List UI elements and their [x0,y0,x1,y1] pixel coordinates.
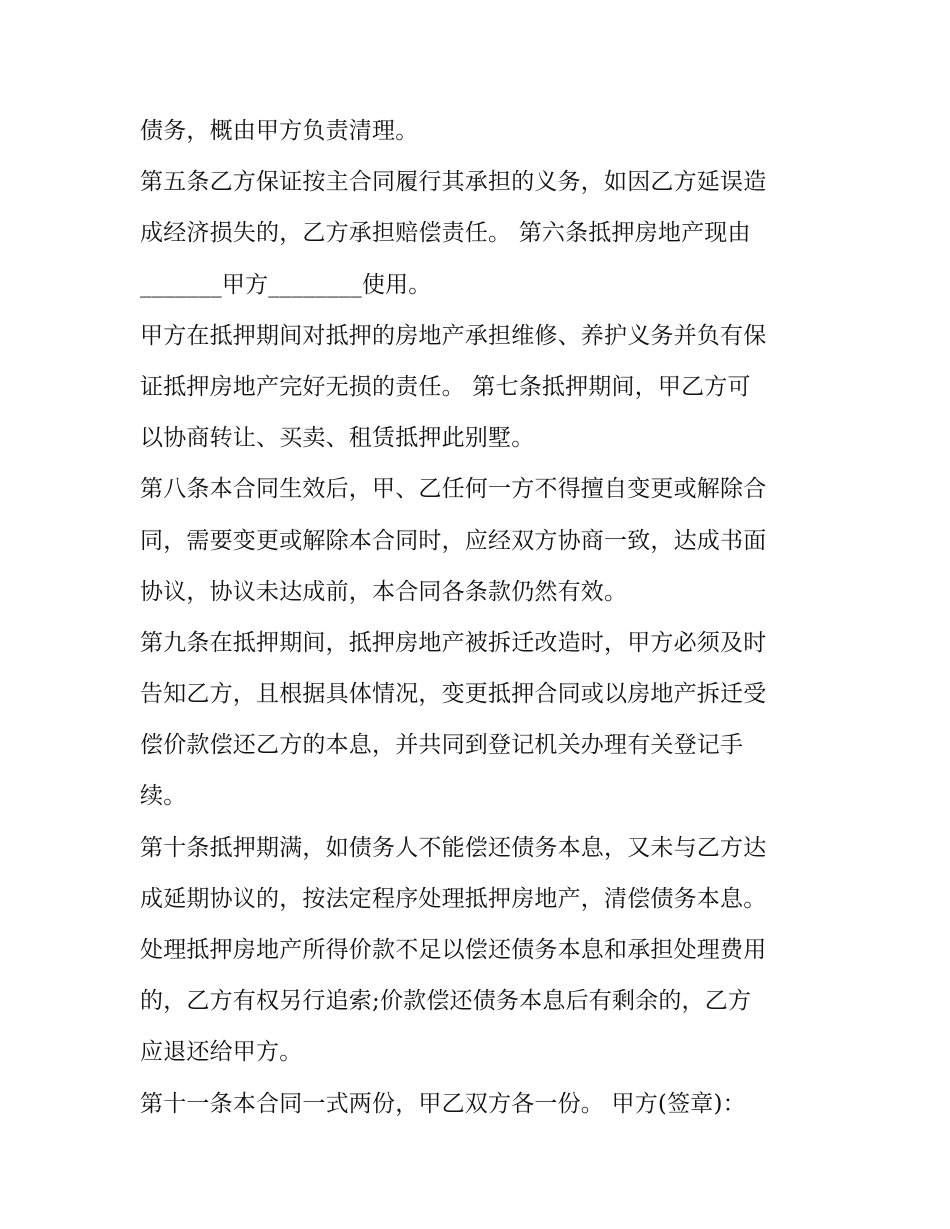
text-line: 偿价款偿还乙方的本息，并共同到登记机关办理有关登记手 [140,732,744,759]
text-line: 协议，协议未达成前，本合同各条款仍然有效。 [140,578,628,605]
text-line: 的，乙方有权另行追索;价款偿还债务本息后有剩余的，乙方 [140,988,752,1015]
text-line: 以协商转让、买卖、租赁抵押此别墅。 [140,425,535,452]
text-line: 应退还给甲方。 [140,1039,303,1066]
contract-body [140,106,820,1130]
text-line: 成延期协议的，按法定程序处理抵押房地产，清偿债务本息。 [140,885,767,912]
text-line: 同，需要变更或解除本合同时，应经双方协商一致，达成书面 [140,527,767,554]
text-line: 处理抵押房地产所得价款不足以偿还债务本息和承担处理费用 [140,937,767,963]
text-line: 第九条在抵押期间，抵押房地产被拆迁改造时，甲方必须及时 [140,629,767,656]
text-line: 第十条抵押期满，如债务人不能偿还债务本息，又未与乙方达 [140,834,767,861]
text-line: 续。 [140,783,187,810]
text-line: 甲方在抵押期间对抵押的房地产承担维修、养护义务并负有保 [140,322,767,349]
text-line: _______甲方________使用。 [140,271,432,298]
text-line: 债务，概由甲方负责清理。 [140,118,419,144]
text-line: 第五条乙方保证按主合同履行其承担的义务，如因乙方延误造 [140,169,767,196]
text-line: 证抵押房地产完好无损的责任。 第七条抵押期间，甲乙方可 [140,373,751,400]
text-line: 第八条本合同生效后，甲、乙任何一方不得擅自变更或解除合 [140,476,767,503]
text-line: 成经济损失的，乙方承担赔偿责任。 第六条抵押房地产现由 [140,220,751,247]
text-line: 告知乙方，且根据具体情况，变更抵押合同或以房地产拆迁受 [140,681,767,708]
text-line: 第十一条本合同一式两份，甲乙双方各一份。 甲方(签章)： [140,1090,746,1117]
